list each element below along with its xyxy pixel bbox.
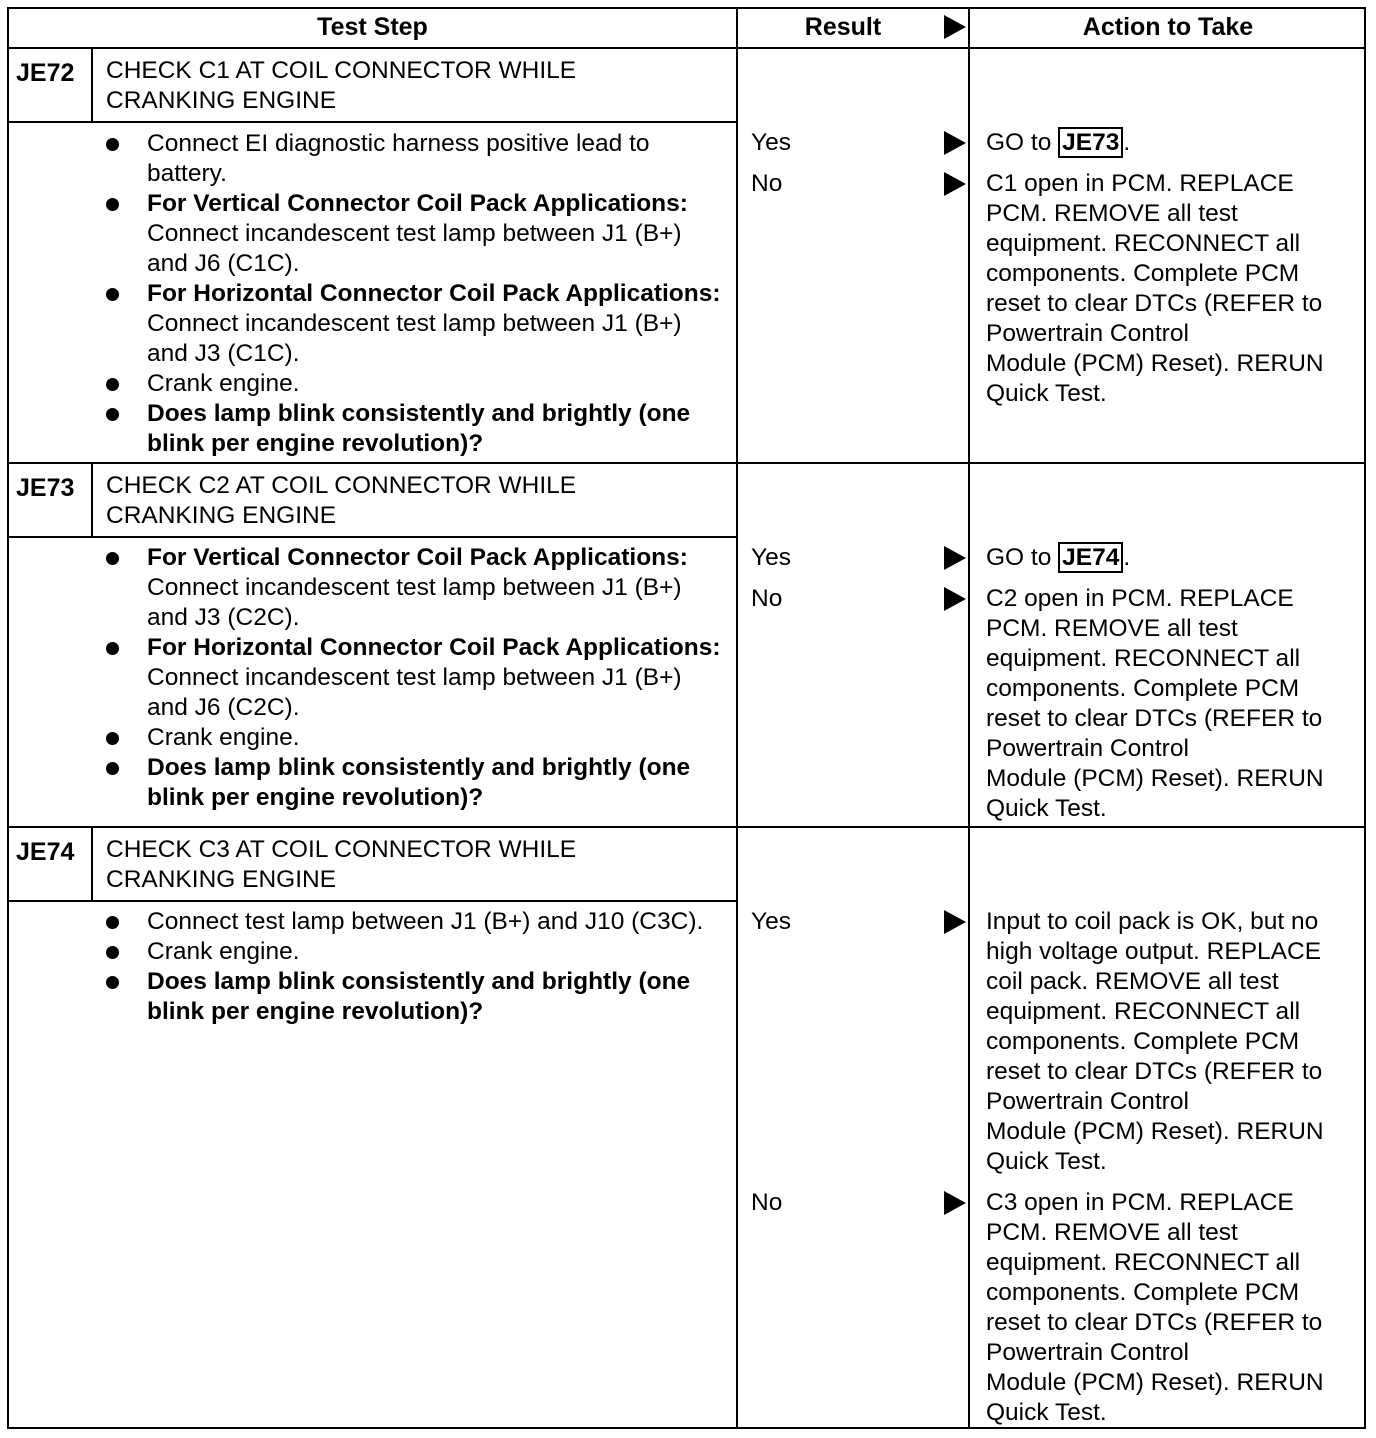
action-yes: GO to JE74 .: [986, 544, 1131, 571]
arrow-right-icon: [944, 546, 966, 570]
title-divider: [7, 536, 738, 538]
list-item: For Vertical Connector Coil Pack Applications: Connect incandescent test lamp between J1 (B+) and J6 (C1C).: [106, 189, 726, 279]
list-item: For Vertical Connector Coil Pack Applications: Connect incandescent test lamp between J1 (B+) and J3 (C2C).: [106, 543, 726, 633]
step-title: CHECK C2 AT COIL CONNECTOR WHILE CRANKING ENGINE: [106, 472, 577, 529]
result-no: No: [751, 1189, 783, 1216]
list-item: Does lamp blink consistently and brightly (one blink per engine revolution)?: [106, 753, 726, 813]
step-id-divider: [91, 826, 93, 900]
arrow-right-icon: [944, 1191, 966, 1215]
action-no: C1 open in PCM. REPLACE PCM. REMOVE all test equipment. RECONNECT all components. Complete PCM reset to clear DTCs (REFER to Powertrain Control Module (PCM) Reset). RERUN Quick Test.: [986, 170, 1324, 407]
step-id: JE72: [16, 59, 75, 87]
result-yes: Yes: [751, 908, 791, 935]
step-bullets: [106, 543, 726, 813]
arrow-right-icon: [944, 587, 966, 611]
list-item: Crank engine.: [106, 937, 726, 967]
list-item: For Horizontal Connector Coil Pack Applications: Connect incandescent test lamp between J1 (B+) and J3 (C1C).: [106, 279, 726, 369]
arrow-right-icon: [944, 172, 966, 196]
arrow-right-icon: [944, 15, 966, 39]
result-no: No: [751, 585, 783, 612]
action-no: C3 open in PCM. REPLACE PCM. REMOVE all test equipment. RECONNECT all components. Complete PCM reset to clear DTCs (REFER to Powertrain Control Module (PCM) Reset). RERUN Quick Test.: [986, 1189, 1324, 1426]
header-result: Result: [804, 13, 882, 41]
list-item: Crank engine.: [106, 369, 726, 399]
list-item: Connect EI diagnostic harness positive lead to battery.: [106, 129, 726, 189]
column-divider-result: [736, 7, 738, 1429]
step-id: JE74: [16, 838, 75, 866]
arrow-right-icon: [944, 131, 966, 155]
row-divider: [7, 462, 1366, 464]
action-yes: GO to JE73 .: [986, 129, 1131, 156]
action-yes: Input to coil pack is OK, but no high voltage output. REPLACE coil pack. REMOVE all test equipment. RECONNECT all components. Complete PCM reset to clear DTCs (REFER to Powertrain Control Module (PCM) Reset). RERUN Quick Test.: [986, 908, 1324, 1175]
title-divider: [7, 900, 738, 902]
step-bullets: [106, 129, 726, 459]
header-test-step: Test Step: [317, 13, 428, 41]
step-id-divider: [91, 47, 93, 121]
row-divider: [7, 826, 1366, 828]
header-divider: [7, 47, 1366, 49]
step-reference-link[interactable]: JE74: [1058, 542, 1123, 573]
list-item: Does lamp blink consistently and brightly (one blink per engine revolution)?: [106, 967, 726, 1027]
arrow-right-icon: [944, 910, 966, 934]
list-item: Connect test lamp between J1 (B+) and J10 (C3C).: [106, 907, 726, 937]
step-title: CHECK C3 AT COIL CONNECTOR WHILE CRANKING ENGINE: [106, 836, 577, 893]
action-no: C2 open in PCM. REPLACE PCM. REMOVE all test equipment. RECONNECT all components. Complete PCM reset to clear DTCs (REFER to Powertrain Control Module (PCM) Reset). RERUN Quick Test.: [986, 585, 1324, 822]
title-divider: [7, 121, 738, 123]
result-yes: Yes: [751, 129, 791, 156]
result-yes: Yes: [751, 544, 791, 571]
step-reference-link[interactable]: JE73: [1058, 127, 1123, 158]
step-title: CHECK C1 AT COIL CONNECTOR WHILE CRANKING ENGINE: [106, 57, 577, 114]
step-id-divider: [91, 462, 93, 536]
column-divider-action: [968, 7, 970, 1429]
list-item: Crank engine.: [106, 723, 726, 753]
list-item: For Horizontal Connector Coil Pack Applications: Connect incandescent test lamp between J1 (B+) and J6 (C2C).: [106, 633, 726, 723]
step-id: JE73: [16, 474, 75, 502]
header-action-to-take: Action to Take: [1082, 13, 1254, 41]
step-bullets: [106, 907, 726, 1027]
result-no: No: [751, 170, 783, 197]
list-item: Does lamp blink consistently and brightly (one blink per engine revolution)?: [106, 399, 726, 459]
